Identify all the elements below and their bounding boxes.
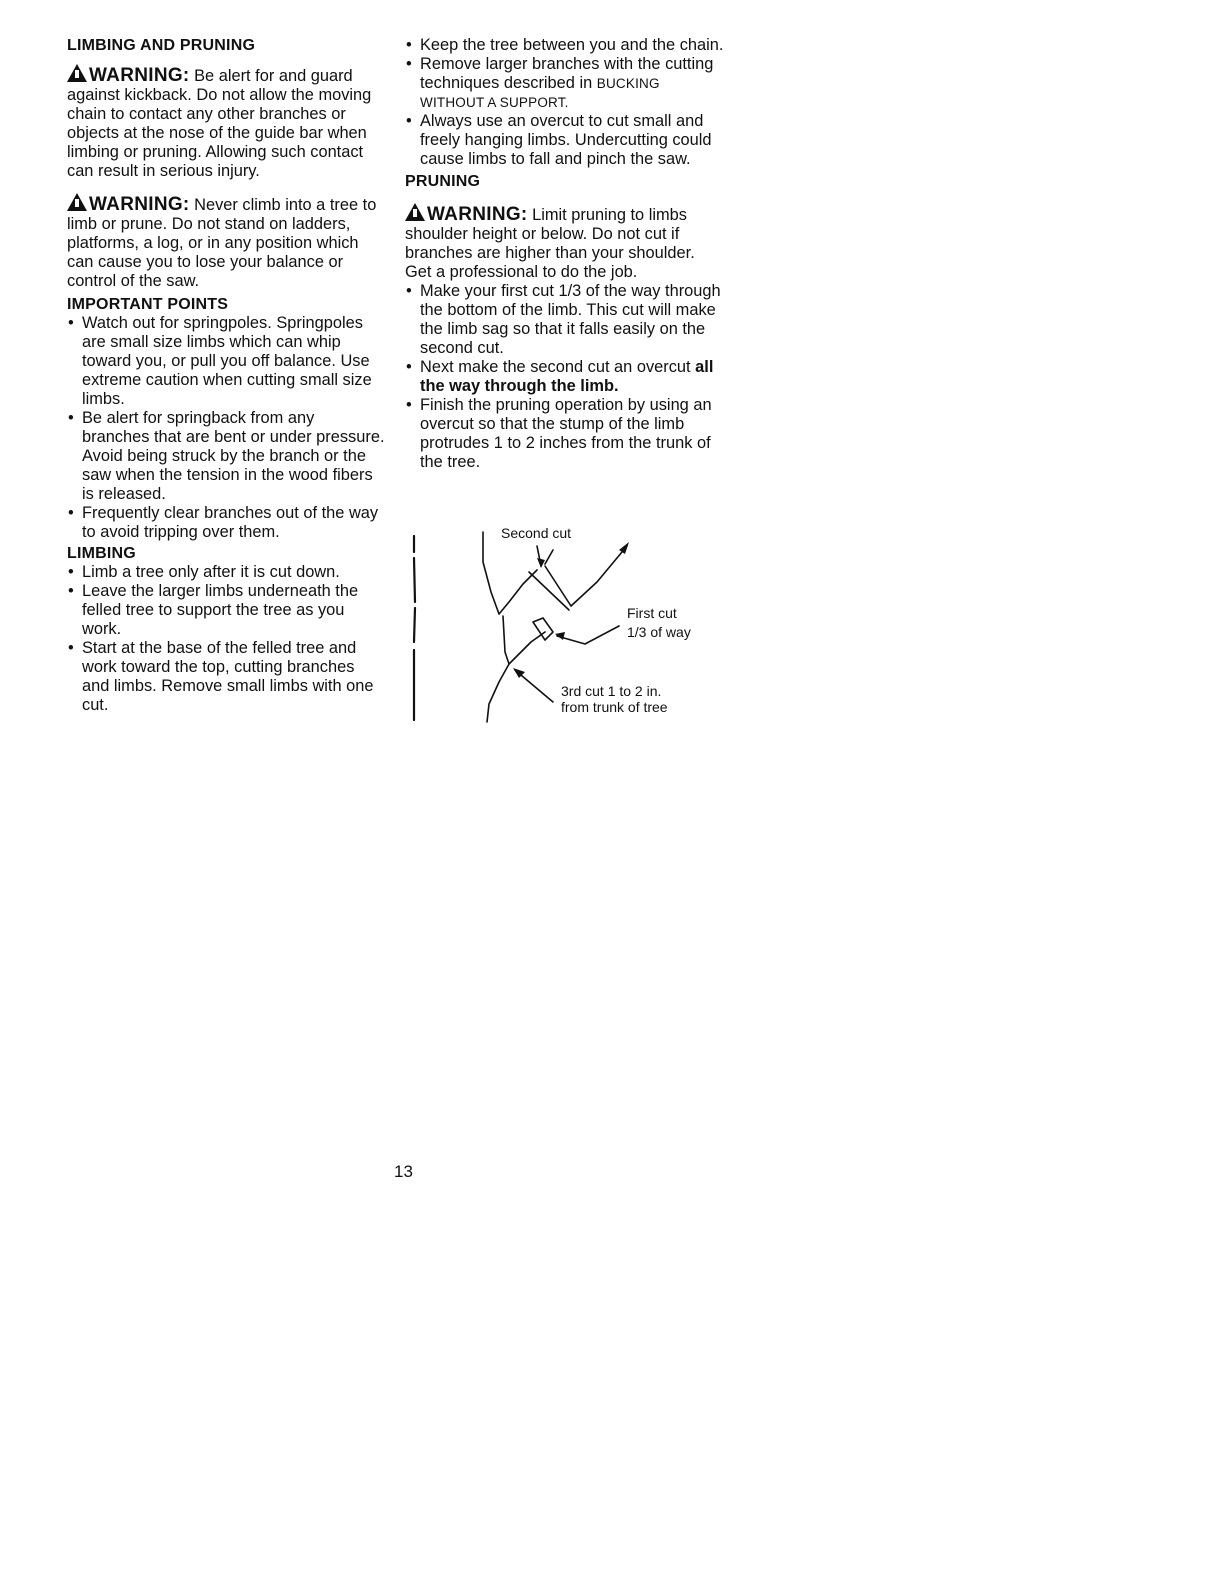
- important-points-heading: IMPORTANT POINTS: [67, 296, 229, 313]
- section-heading-limbing-and-pruning: LIMBING AND PRUNING: [67, 37, 256, 54]
- warning-label: WARNING:: [89, 194, 190, 215]
- list-item: • Start at the base of the felled tree and work toward the top, cutting branches and limbs. Remove small limbs with one cut.: [67, 639, 385, 715]
- list-item-emphasis: all the way through the limb.: [420, 358, 714, 395]
- warning-kickback: [67, 64, 385, 181]
- label-second-cut: Second cut: [501, 525, 572, 541]
- list-item: • Make your first cut 1/3 of the way through the bottom of the limb. This cut will make the limb sag so that it falls easily on the second cut.: [405, 282, 725, 358]
- list-item: • Be alert for springback from any branches that are bent or under pressure. Avoid being struck by the branch or the saw when the tension in the wood fibers is released.: [67, 409, 385, 504]
- leader-second-cut: [545, 550, 553, 564]
- leader-first-cut: [557, 626, 619, 644]
- warning-text: Be alert for and guard against kickback. Do not allow the moving chain to contact any other branches or objects at the nose of the guide bar when limbing or pruning. Allowing such contact can result in serious injury.: [67, 67, 372, 180]
- cross-reference: BUCKING WITHOUT A SUPPORT.: [420, 76, 660, 110]
- first-cut-notch: [533, 618, 553, 640]
- second-cut-line: [529, 572, 569, 610]
- warning-climbing: [67, 193, 385, 291]
- branch-continuation: [571, 546, 627, 606]
- warning-label: WARNING:: [427, 204, 528, 225]
- right-column: [405, 36, 725, 472]
- left-column: [67, 36, 385, 715]
- warning-pruning-height: [405, 203, 725, 282]
- warning-text: Limit pruning to limbs shoulder height or below. Do not cut if branches are higher than your shoulder. Get a professional to do the job.: [405, 206, 695, 281]
- list-item: • Keep the tree between you and the chain.: [405, 36, 725, 55]
- branch-line: [499, 570, 537, 614]
- label-third-cut-location: from trunk of tree: [561, 699, 668, 715]
- list-item: • Finish the pruning operation by using an overcut so that the stump of the limb protrudes 1 to 2 inches from the trunk of the tree.: [405, 396, 725, 472]
- warning-text: Never climb into a tree to limb or prune. Do not stand on ladders, platforms, a log, or in any position which can cause you to lose your balance or control of the saw.: [67, 196, 377, 290]
- important-points-list: [67, 314, 385, 542]
- warning-triangle-icon: [67, 64, 87, 82]
- limbing-heading: LIMBING: [67, 545, 136, 562]
- list-item: [405, 358, 725, 396]
- limbing-list: [67, 563, 385, 715]
- arrowhead-icon: [537, 558, 545, 568]
- list-item: • Leave the larger limbs underneath the felled tree to support the tree as you work.: [67, 582, 385, 639]
- list-item-text: Next make the second cut an overcut: [420, 358, 696, 376]
- limb-lower-edge: [487, 616, 509, 722]
- list-item: • Limb a tree only after it is cut down.: [67, 563, 385, 582]
- pruning-cuts-diagram: [405, 522, 725, 732]
- warning-triangle-icon: [405, 203, 425, 221]
- list-item: [405, 55, 725, 112]
- limb-upper-edge: [483, 532, 499, 614]
- arrowhead-icon: [619, 542, 629, 554]
- label-first-cut: First cut: [627, 605, 677, 621]
- page-number: 13: [394, 1162, 413, 1181]
- warning-label: WARNING:: [89, 65, 190, 86]
- pruning-heading: PRUNING: [405, 173, 481, 190]
- list-item: • Frequently clear branches out of the way to avoid tripping over them.: [67, 504, 385, 542]
- warning-triangle-icon: [67, 193, 87, 211]
- tree-trunk: [414, 536, 415, 720]
- list-item: • Always use an overcut to cut small and freely hanging limbs. Undercutting could cause limbs to fall and pinch the saw.: [405, 112, 725, 169]
- branch-line: [509, 632, 545, 664]
- pruning-list: [405, 282, 725, 472]
- label-first-cut-depth: 1/3 of way: [627, 624, 691, 640]
- list-item: • Watch out for springpoles. Springpoles are small size limbs which can whip toward you, or pull you off balance. Use extreme caution when cutting small size limbs.: [67, 314, 385, 409]
- list-item-text: Remove larger branches with the cutting techniques described in: [420, 55, 714, 92]
- label-third-cut: 3rd cut 1 to 2 in.: [561, 683, 662, 699]
- limbing-list-continued: [405, 36, 725, 169]
